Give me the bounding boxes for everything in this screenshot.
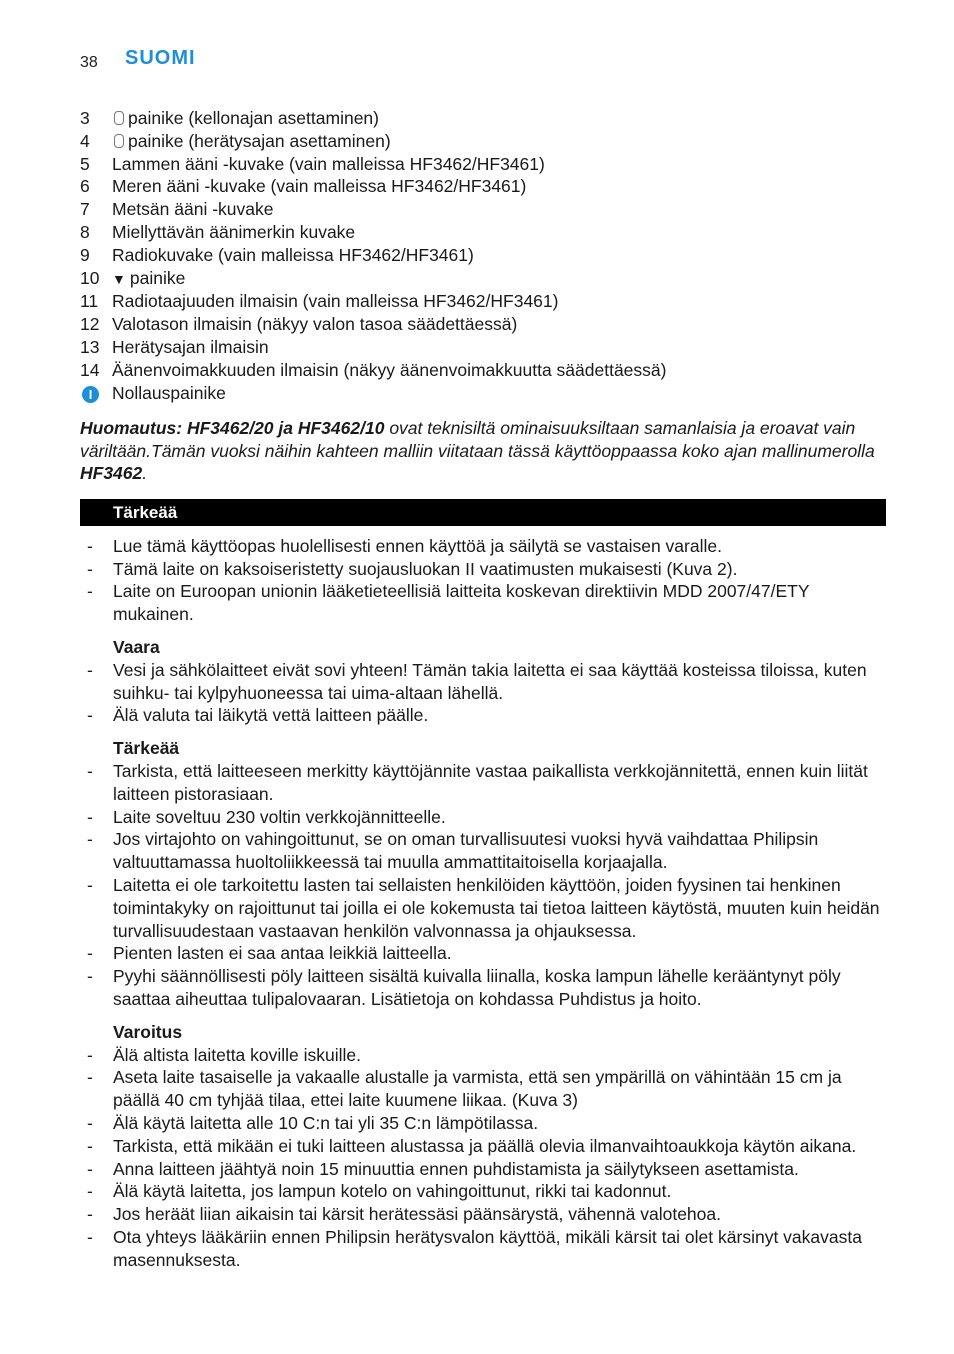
parts-list xyxy=(80,107,886,404)
part-label: painike (kellonajan asettaminen) xyxy=(128,108,379,128)
part-number: 10 xyxy=(80,267,100,288)
part-label: Äänenvoimakkuuden ilmaisin (näkyy äänenvoimakkuutta säädettäessä) xyxy=(112,359,667,380)
note-models: HF3462/20 ja HF3462/10 xyxy=(186,418,385,439)
bullet-item: - Ota yhteys lääkäriin ennen Philipsin herätysvalon käyttöä, mikäli kärsit tai olet kärsinyt vakavasta masennuksesta. xyxy=(80,1226,886,1272)
bullet-item: - Laite on Euroopan unionin lääketieteellisiä laitteita koskevan direktiivin MDD 2007/47/ETY mukainen. xyxy=(80,580,886,626)
part-text xyxy=(112,244,474,267)
part-label: Miellyttävän äänimerkin kuvake xyxy=(112,221,356,242)
part-label: Valotason ilmaisin (näkyy valon tasoa säädettäessä) xyxy=(112,314,518,335)
part-text xyxy=(112,175,526,198)
bullet-item: - Laite soveltuu 230 voltin verkkojännitteelle. xyxy=(80,806,886,829)
part-text xyxy=(112,290,558,313)
part-label: Lammen ääni -kuvake (vain malleissa HF3462/HF3461) xyxy=(112,153,545,174)
part-item xyxy=(80,153,886,176)
reset-label-badge: I xyxy=(82,386,99,403)
part-text xyxy=(112,313,517,336)
note-model-ref: HF3462 xyxy=(80,463,143,484)
part-item xyxy=(80,221,886,244)
part-label: Nollauspainike xyxy=(112,382,226,403)
part-label: painike (herätysajan asettaminen) xyxy=(128,130,391,151)
important-bullets xyxy=(80,760,886,1011)
part-item xyxy=(80,244,886,267)
part-label: painike xyxy=(129,267,186,288)
part-item xyxy=(80,130,886,153)
warning-bullets xyxy=(80,1044,886,1272)
part-number: 14 xyxy=(80,359,100,380)
part-label: Radiokuvake (vain malleissa HF3462/HF3461) xyxy=(112,244,474,265)
part-number: 13 xyxy=(80,336,100,357)
part-number: 12 xyxy=(80,314,100,335)
important-section-bar: Tärkeää xyxy=(80,499,886,526)
part-item xyxy=(80,267,886,291)
part-item xyxy=(80,336,886,359)
part-number: 4 xyxy=(80,130,90,151)
bullet-item: - Tämä laite on kaksoiseristetty suojausluokan II vaatimusten mukaisesti (Kuva 2). xyxy=(80,558,886,581)
part-text xyxy=(112,382,226,405)
part-number: 7 xyxy=(80,199,90,220)
bullet-item: - Pienten lasten ei saa antaa leikkiä laitteella. xyxy=(80,942,886,965)
part-text xyxy=(112,130,391,153)
part-label: Metsän ääni -kuvake xyxy=(112,199,274,220)
bullet-item: - Älä valuta tai läikytä vettä laitteen päälle. xyxy=(80,704,886,727)
note-text: ovat teknisiltä ominaisuuksiltaan samanlaisia ja eroavat vain väriltään.Tämän vuoksi näihin kahteen malliin viitataan tässä käyttöoppaassa koko ajan mallinumerolla xyxy=(80,418,875,461)
part-number: 11 xyxy=(80,291,99,312)
part-item xyxy=(80,382,886,405)
danger-heading: Vaara xyxy=(113,637,160,658)
part-text xyxy=(112,336,269,359)
part-label: Meren ääni -kuvake (vain malleissa HF3462/HF3461) xyxy=(112,176,527,197)
part-text xyxy=(112,267,185,291)
clock-set-icon xyxy=(114,111,124,125)
bullet-item: - Anna laitteen jäähtyä noin 15 minuuttia ennen puhdistamista ja säilytykseen asettamista. xyxy=(80,1158,886,1181)
part-text xyxy=(112,221,355,244)
bullet-item: - Älä käytä laitetta alle 10 C:n tai yli 35 C:n lämpötilassa. xyxy=(80,1112,886,1135)
part-number: 9 xyxy=(80,244,90,265)
part-number: 5 xyxy=(80,153,90,174)
part-item xyxy=(80,107,886,130)
part-text xyxy=(112,198,273,221)
page-content xyxy=(80,107,886,1272)
model-note xyxy=(80,417,886,485)
bullet-item: - Älä altista laitetta koville iskuille. xyxy=(80,1044,886,1067)
part-number: 6 xyxy=(80,176,90,197)
part-item xyxy=(80,290,886,313)
part-label: Radiotaajuuden ilmaisin (vain malleissa HF3462/HF3461) xyxy=(112,291,559,312)
bullet-item: - Tarkista, että laitteeseen merkitty käyttöjännite vastaa paikallista verkkojännitettä, ennen kuin liität laitteen pistorasiaan. xyxy=(80,760,886,806)
language-title: SUOMI xyxy=(125,47,196,69)
important-heading: Tärkeää xyxy=(113,738,180,759)
bullet-item: - Vesi ja sähkölaitteet eivät sovi yhteen! Tämän takia laitetta ei saa käyttää kosteissa tiloissa, kuten suihku- tai kylpyhuoneessa tai uima-altaan lähellä. xyxy=(80,659,886,705)
bullet-item: - Aseta laite tasaiselle ja vakaalle alustalle ja varmista, että sen ympärillä on vähintään 15 cm ja päällä 40 cm tyhjää tilaa, ettei laite kuumene liikaa. (Kuva 3) xyxy=(80,1066,886,1112)
note-end: . xyxy=(142,463,148,484)
part-number: 8 xyxy=(80,221,90,242)
part-text xyxy=(112,107,379,130)
down-triangle-icon: ▼ xyxy=(112,270,126,287)
bullet-item: - Jos virtajohto on vahingoittunut, se on oman turvallisuutesi vuoksi hyvä vaihdattaa Philipsin valtuuttamassa huoltoliikkeessä tai muulla ammattitaitoisella korjaajalla. xyxy=(80,828,886,874)
part-item xyxy=(80,313,886,336)
bullet-item: - Tarkista, että mikään ei tuki laitteen alustassa ja päällä olevia ilmanvaihtoaukkoja käytön aikana. xyxy=(80,1135,886,1158)
bullet-item: - Älä käytä laitetta, jos lampun kotelo on vahingoittunut, rikki tai kadonnut. xyxy=(80,1180,886,1203)
page-number: 38 xyxy=(80,54,98,71)
danger-bullets xyxy=(80,659,886,727)
bullet-item: - Lue tämä käyttöopas huolellisesti ennen käyttöä ja säilytä se vastaisen varalle. xyxy=(80,535,886,558)
part-text xyxy=(112,153,545,176)
intro-bullets xyxy=(80,535,886,626)
part-text xyxy=(112,359,666,382)
part-label: Herätysajan ilmaisin xyxy=(112,336,269,357)
bullet-item: - Pyyhi säännöllisesti pöly laitteen sisältä kuivalla liinalla, koska lampun lähelle kerääntynyt pöly saattaa aiheuttaa tulipalovaaran. Lisätietoja on kohdassa Puhdistus ja hoito. xyxy=(80,965,886,1011)
alarm-set-icon xyxy=(114,134,124,148)
part-number: 3 xyxy=(80,108,90,128)
bullet-item: - Jos heräät liian aikaisin tai kärsit herätessäsi päänsärystä, vähennä valotehoa. xyxy=(80,1203,886,1226)
bullet-item: - Laitetta ei ole tarkoitettu lasten tai sellaisten henkilöiden käyttöön, joiden fyysinen tai henkinen toimintakyky on rajoittunut tai joilla ei ole kokemusta tai tietoa laitteen käytöstä, muuten kuin heidän turvallisuudestaan vastaavan henkilön valvonnassa ja ohjauksessa. xyxy=(80,874,886,942)
part-item xyxy=(80,359,886,382)
note-label: Huomautus: xyxy=(80,418,183,439)
part-item xyxy=(80,175,886,198)
part-item xyxy=(80,198,886,221)
warning-heading: Varoitus xyxy=(113,1021,183,1042)
part-number xyxy=(80,382,112,405)
